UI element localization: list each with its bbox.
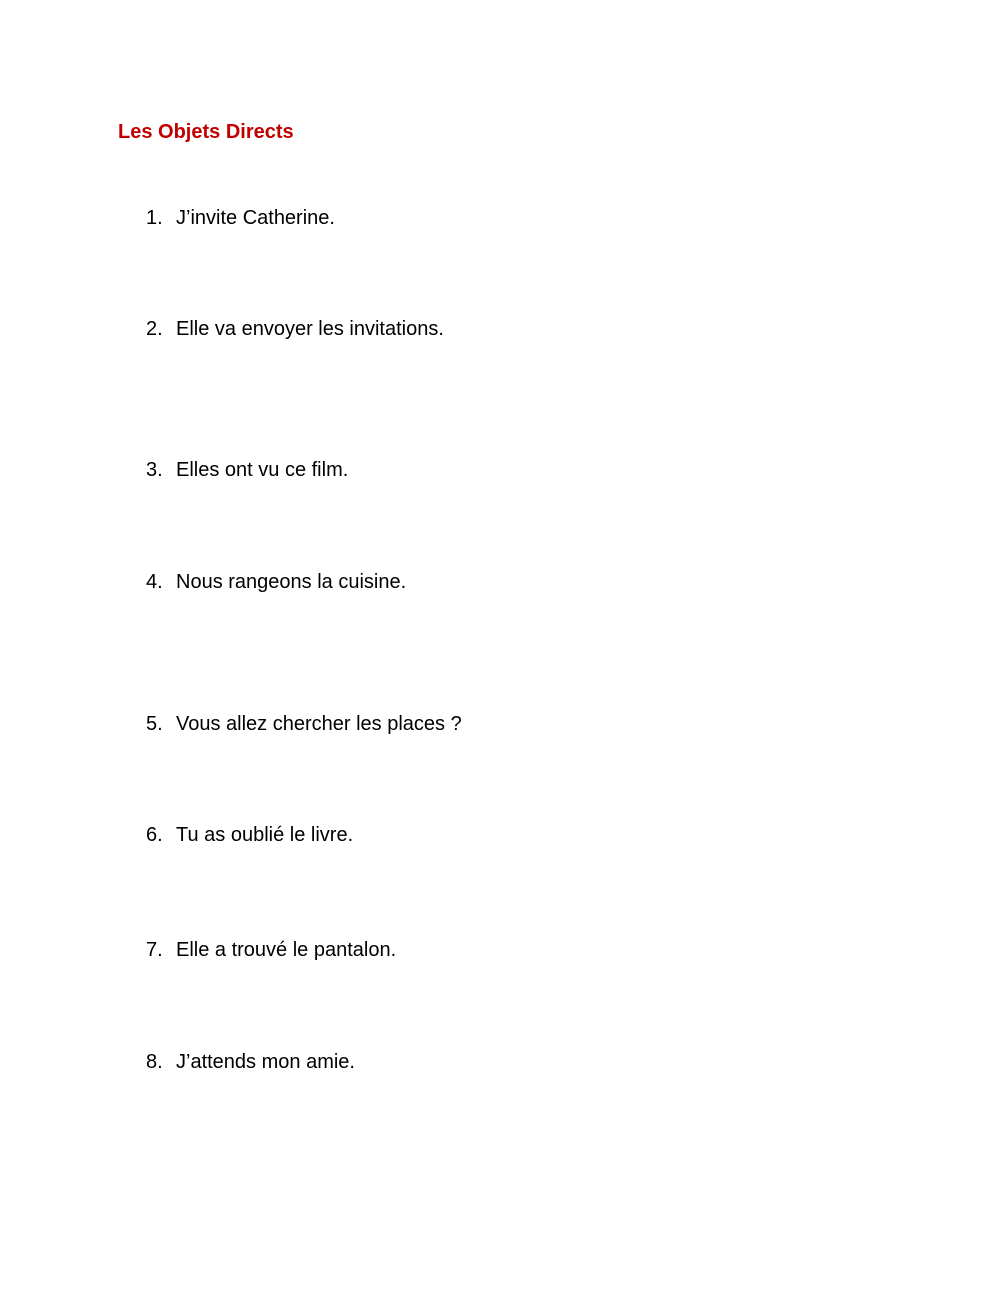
- list-item: [146, 204, 335, 232]
- item-number: 4.: [146, 571, 163, 593]
- item-text: Elle va envoyer les invitations.: [176, 318, 444, 340]
- list-item: [146, 315, 444, 343]
- item-text: Tu as oublié le livre.: [176, 824, 354, 846]
- item-number: 2.: [146, 318, 163, 340]
- item-number: 1.: [146, 207, 163, 229]
- item-number: 8.: [146, 1051, 163, 1073]
- item-text: Vous allez chercher les places ?: [176, 713, 462, 735]
- list-item: [146, 936, 396, 964]
- list-item: [146, 821, 353, 849]
- list-item: [146, 456, 348, 484]
- item-number: 7.: [146, 939, 163, 961]
- page-title: Les Objets Directs: [118, 121, 294, 143]
- item-number: 6.: [146, 824, 163, 846]
- item-number: 5.: [146, 713, 163, 735]
- item-number: 3.: [146, 459, 163, 481]
- list-item: [146, 568, 406, 596]
- item-text: Elle a trouvé le pantalon.: [176, 939, 397, 961]
- list-item: [146, 710, 462, 738]
- item-text: J’invite Catherine.: [176, 207, 335, 229]
- item-text: Nous rangeons la cuisine.: [176, 571, 407, 593]
- item-text: Elles ont vu ce film.: [176, 459, 349, 481]
- list-item: [146, 1048, 355, 1076]
- item-text: J’attends mon amie.: [176, 1051, 355, 1073]
